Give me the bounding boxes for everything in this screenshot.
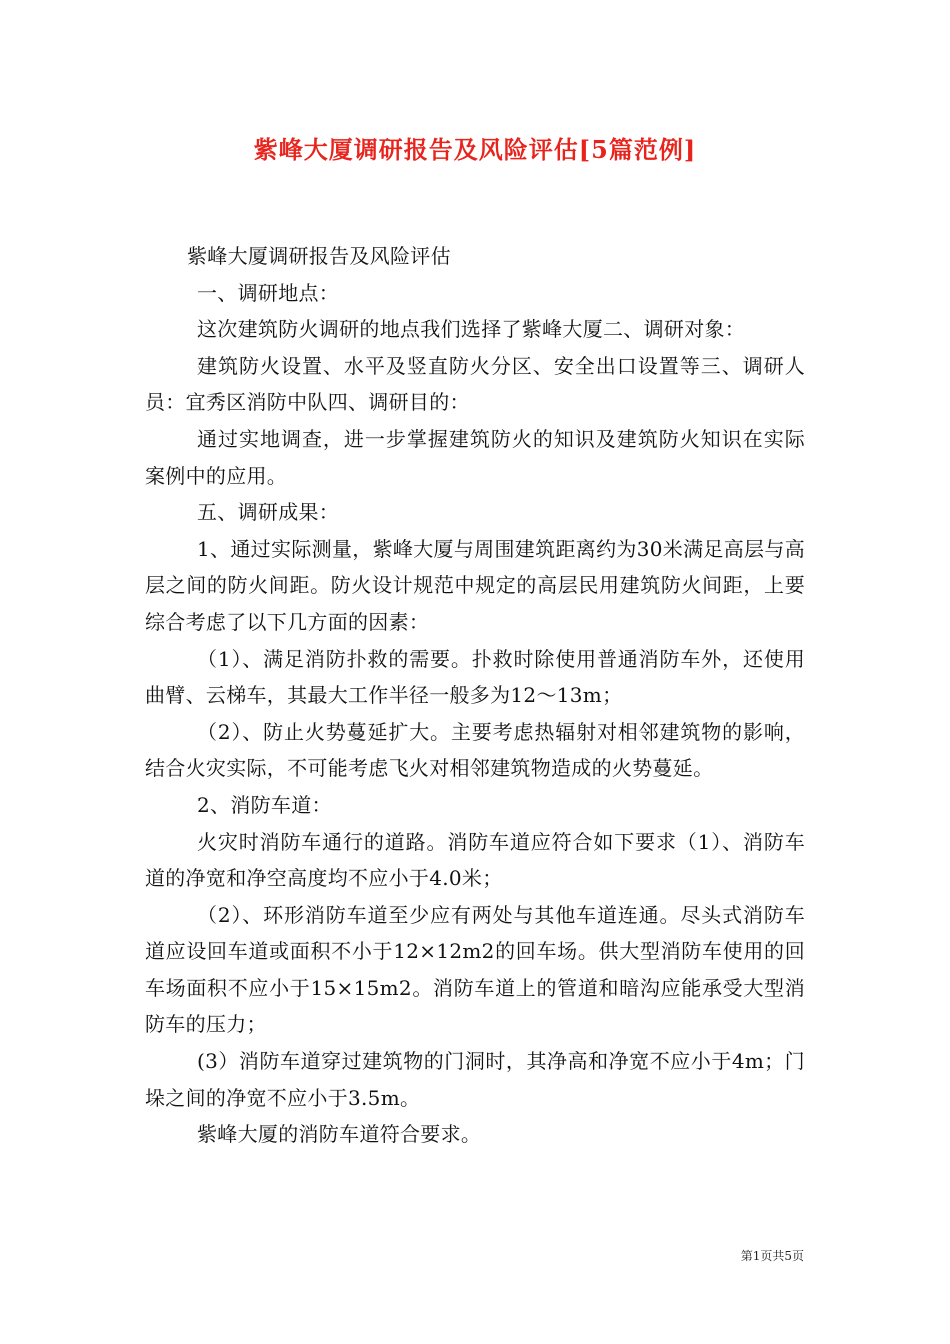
paragraph-section-fire-lane: 2、消防车道： (197, 792, 332, 817)
document-body (145, 238, 805, 1153)
paragraph-section-location: 一、调研地点： (197, 280, 340, 305)
paragraph: （2）、环形消防车道至少应有两处与其他车道连通。尽头式消防车道应设回车道或面积不小于12×12m2的回车场。供大型消防车使用的回车场面积不应小于15×15m2。消防车道上的管道和暗沟应能承受大型消防车的压力； (145, 902, 805, 1037)
paragraph-section-results: 五、调研成果： (197, 500, 340, 525)
paragraph: 1、通过实际测量，紫峰大厦与周围建筑距离约为30米满足高层与高层之间的防火间距。防火设计规范中规定的高层民用建筑防火间距，上要综合考虑了以下几方面的因素： (145, 536, 805, 634)
paragraph: (3）消防车道穿过建筑物的门洞时，其净高和净宽不应小于4m；门垛之间的净宽不应小于3.5m。 (145, 1049, 805, 1110)
paragraph: 这次建筑防火调研的地点我们选择了紫峰大厦二、调研对象： (197, 317, 746, 342)
paragraph: 紫峰大厦的消防车道符合要求。 (197, 1122, 482, 1147)
paragraph: 火灾时消防车通行的道路。消防车道应符合如下要求（1）、消防车道的净宽和净空高度均不应小于4.0米； (145, 829, 805, 891)
paragraph: （1）、满足消防扑救的需要。扑救时除使用普通消防车外，还使用曲臂、云梯车，其最大工作半径一般多为12～13m； (145, 646, 805, 708)
paragraph: 建筑防火设置、水平及竖直防火分区、安全出口设置等三、调研人员：宜秀区消防中队四、调研目的： (145, 353, 805, 415)
page-number: 第1页共5页 (740, 1249, 804, 1263)
paragraph-subtitle: 紫峰大厦调研报告及风险评估 (187, 244, 451, 268)
paragraph: （2）、防止火势蔓延扩大。主要考虑热辐射对相邻建筑物的影响，结合火灾实际，不可能考虑飞火对相邻建筑物造成的火势蔓延。 (145, 719, 805, 781)
paragraph: 通过实地调查，进一步掌握建筑防火的知识及建筑防火知识在实际案例中的应用。 (145, 426, 805, 488)
page-title: 紫峰大厦调研报告及风险评估[5篇范例] (253, 135, 697, 164)
